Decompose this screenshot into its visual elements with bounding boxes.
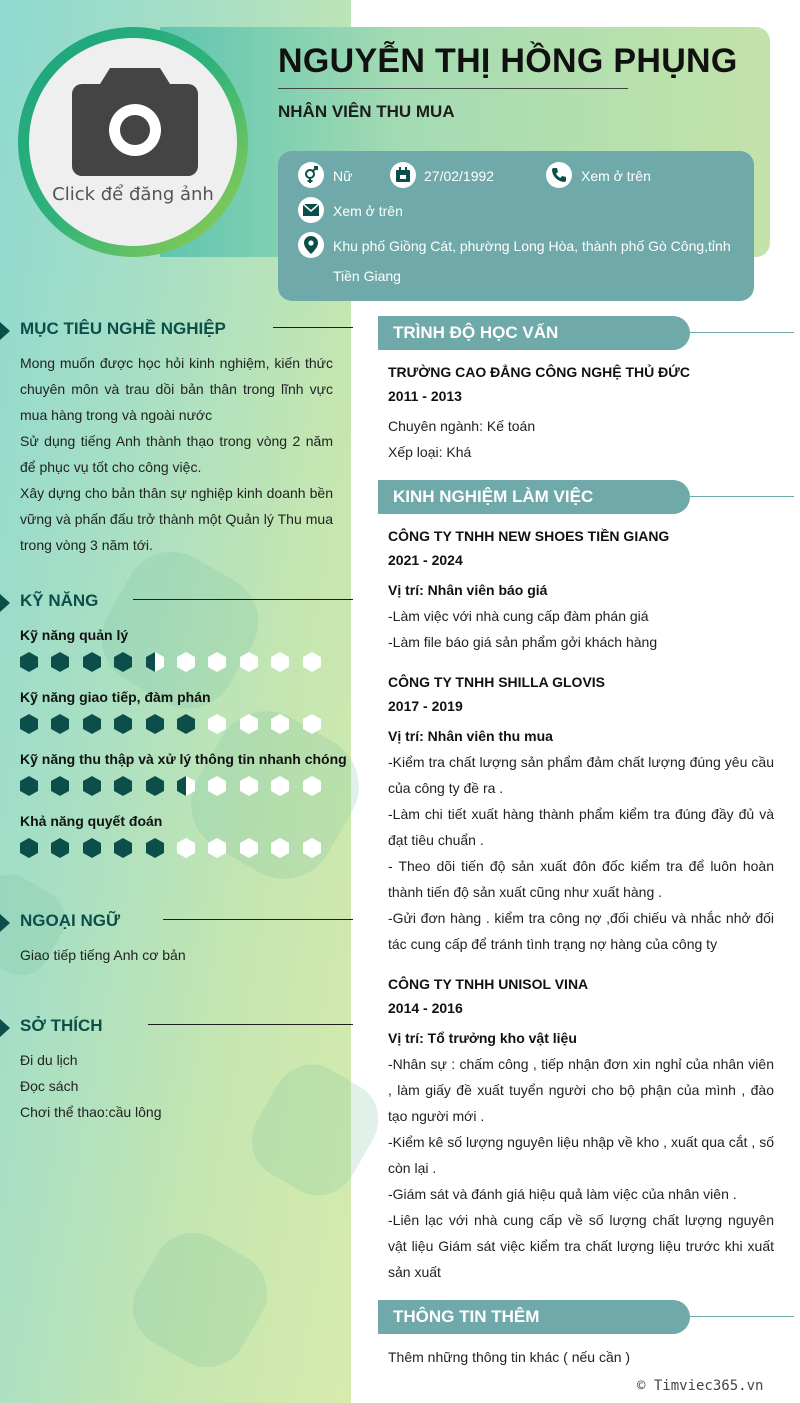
skill-rating-hexagon xyxy=(177,776,195,796)
skill-rating-hexagon xyxy=(114,714,132,734)
skill-rating-hexagon xyxy=(83,838,101,858)
skills-rule xyxy=(133,599,353,600)
hobby-item: Đọc sách xyxy=(20,1078,79,1094)
education-rule xyxy=(690,332,794,333)
birthday-value: 27/02/1992 xyxy=(424,168,495,184)
skill-rating-hexagon xyxy=(51,776,69,796)
education-heading: TRÌNH ĐỘ HỌC VẤN xyxy=(378,316,690,350)
address-line-1: Khu phố Giồng Cát, phường Long Hòa, thành phố Gò Công,tỉnh xyxy=(333,238,731,254)
skill-rating-hexagon xyxy=(20,776,38,796)
duty-item: -Kiểm kê số lượng nguyên liệu nhập về kho , xuất qua cắt , số còn lại . xyxy=(388,1134,774,1176)
skill-rating-hexagon xyxy=(177,838,195,858)
skill-name: Kỹ năng quản lý xyxy=(20,627,129,643)
camera-icon[interactable] xyxy=(72,68,198,176)
job-years: 2014 - 2016 xyxy=(388,1000,463,1016)
skill-rating-hexagon xyxy=(83,652,101,672)
skill-rating-hexagon xyxy=(114,776,132,796)
skill-rating-hexagon xyxy=(146,838,164,858)
skill-rating-hexagon xyxy=(146,714,164,734)
job-duties xyxy=(388,603,774,655)
location-icon xyxy=(298,232,324,258)
education-rank: Xếp loại: Khá xyxy=(388,444,472,460)
skill-rating-hexagon xyxy=(303,652,321,672)
job-duties xyxy=(388,1051,774,1285)
name-divider xyxy=(278,88,628,89)
decorative-hexagon xyxy=(118,1218,282,1382)
skill-rating xyxy=(20,776,330,796)
education-major: Chuyên ngành: Kế toán xyxy=(388,418,536,434)
phone-value: Xem ở trên xyxy=(581,168,651,184)
experience-rule xyxy=(690,496,794,497)
hobbies-list xyxy=(20,1047,333,1125)
gender-icon xyxy=(298,162,324,188)
duty-item: -Liên lạc với nhà cung cấp về số lượng chất lượng nguyên vật liệu Giám sát việc kiểm tra chất lượng liệu trước khi xuất sản xuất xyxy=(388,1212,774,1280)
objective-line: Xây dựng cho bản thân sự nghiệp kinh doanh bền vững và phấn đấu trở thành một Quản lý Thu mua trong vòng 3 năm tới. xyxy=(20,485,333,553)
company-name: CÔNG TY TNHH UNISOL VINA xyxy=(388,976,589,992)
skill-rating-hexagon xyxy=(271,838,289,858)
duty-item: -Gửi đơn hàng . kiểm tra công nợ ,đối chiếu và nhắc nhở đối tác cung cấp để tránh tình trạng nợ hàng của công ty xyxy=(388,910,774,952)
skill-rating xyxy=(20,714,330,734)
gender-value: Nữ xyxy=(333,168,353,184)
footer-credit: © Timviec365.vn xyxy=(637,1378,764,1394)
extra-rule xyxy=(690,1316,794,1317)
skill-rating xyxy=(20,652,330,672)
skill-rating-hexagon xyxy=(271,652,289,672)
candidate-name: NGUYỄN THỊ HỒNG PHỤNG xyxy=(278,42,738,80)
calendar-icon xyxy=(390,162,416,188)
education-years: 2011 - 2013 xyxy=(388,388,462,404)
skill-rating-hexagon xyxy=(271,776,289,796)
skill-name: Khả năng quyết đoán xyxy=(20,813,163,829)
objective-line: Mong muốn được học hỏi kinh nghiệm, kiến thức chuyên môn và trau dồi bản thân trong lĩnh vực mua hàng trong và ngoài nước xyxy=(20,355,333,423)
job-years: 2017 - 2019 xyxy=(388,698,463,714)
job-duties xyxy=(388,749,774,957)
job-years: 2021 - 2024 xyxy=(388,552,463,568)
job-position: Vị trí: Nhân viên báo giá xyxy=(388,582,548,598)
skill-rating-hexagon xyxy=(20,714,38,734)
skill-rating-hexagon xyxy=(51,714,69,734)
duty-item: -Nhân sự : chấm công , tiếp nhận đơn xin nghỉ của nhân viên , làm giấy đề xuất tuyển người cho bộ phận của mình , đào tạo người mới . xyxy=(388,1056,774,1124)
skill-name: Kỹ năng thu thập và xử lý thông tin nhanh chóng xyxy=(20,751,347,767)
skill-rating xyxy=(20,838,330,858)
skill-rating-hexagon xyxy=(51,838,69,858)
email-value: Xem ở trên xyxy=(333,203,403,219)
skill-rating-hexagon xyxy=(240,838,258,858)
experience-heading: KINH NGHIỆM LÀM VIỆC xyxy=(378,480,690,514)
duty-item: -Làm việc với nhà cung cấp đàm phán giá xyxy=(388,608,649,624)
skill-name: Kỹ năng giao tiếp, đàm phán xyxy=(20,689,211,705)
skill-rating-hexagon xyxy=(114,838,132,858)
duty-item: - Theo dõi tiến độ sản xuất đôn đốc kiểm tra để luôn hoàn thành tiến độ sản xuất cũng như xuất hàng . xyxy=(388,858,774,900)
skill-rating-hexagon xyxy=(146,776,164,796)
duty-item: -Làm chi tiết xuất hàng thành phẩm kiểm tra đúng đầy đủ và đạt tiêu chuẩn . xyxy=(388,806,774,848)
hobbies-rule xyxy=(148,1024,353,1025)
mail-icon xyxy=(298,197,324,223)
skill-rating-hexagon xyxy=(20,838,38,858)
phone-icon xyxy=(546,162,572,188)
objective-rule xyxy=(273,327,353,328)
company-name: CÔNG TY TNHH SHILLA GLOVIS xyxy=(388,674,606,690)
skill-rating-hexagon xyxy=(114,652,132,672)
skill-rating-hexagon xyxy=(240,652,258,672)
avatar-upload-label[interactable]: Click để đăng ảnh xyxy=(52,184,214,205)
job-position: Vị trí: Nhân viên thu mua xyxy=(388,728,553,744)
extra-text: Thêm những thông tin khác ( nếu cần ) xyxy=(388,1349,631,1365)
skill-rating-hexagon xyxy=(303,714,321,734)
duty-item: -Làm file báo giá sản phẩm gởi khách hàng xyxy=(388,634,658,650)
duty-item: -Kiểm tra chất lượng sản phẩm đảm chất lượng đúng yêu cầu của công ty đề ra . xyxy=(388,754,774,796)
skill-rating-hexagon xyxy=(208,714,226,734)
skill-rating-hexagon xyxy=(208,838,226,858)
skill-rating-hexagon xyxy=(146,652,164,672)
school-name: TRƯỜNG CAO ĐẲNG CÔNG NGHỆ THỦ ĐỨC xyxy=(388,364,690,380)
company-name: CÔNG TY TNHH NEW SHOES TIỀN GIANG xyxy=(388,528,670,544)
languages-text: Giao tiếp tiếng Anh cơ bản xyxy=(20,947,186,963)
skill-rating-hexagon xyxy=(177,714,195,734)
skill-rating-hexagon xyxy=(271,714,289,734)
skill-rating-hexagon xyxy=(240,776,258,796)
skill-rating-hexagon xyxy=(208,776,226,796)
skill-rating-hexagon xyxy=(303,838,321,858)
skill-rating-hexagon xyxy=(208,652,226,672)
skill-rating-hexagon xyxy=(303,776,321,796)
hobby-item: Đi du lịch xyxy=(20,1052,78,1068)
objective-text xyxy=(20,350,333,558)
languages-rule xyxy=(163,919,353,920)
job-title: NHÂN VIÊN THU MUA xyxy=(278,102,455,121)
skill-rating-hexagon xyxy=(240,714,258,734)
job-position: Vị trí: Tổ trưởng kho vật liệu xyxy=(388,1030,577,1046)
objective-line: Sử dụng tiếng Anh thành thạo trong vòng 2 năm để phục vụ tốt cho công việc. xyxy=(20,433,333,475)
skill-rating-hexagon xyxy=(83,714,101,734)
skill-rating-hexagon xyxy=(83,776,101,796)
skill-rating-hexagon xyxy=(20,652,38,672)
hobby-item: Chơi thể thao:cầu lông xyxy=(20,1104,162,1120)
address-line-2: Tiền Giang xyxy=(333,268,401,284)
extra-heading: THÔNG TIN THÊM xyxy=(378,1300,690,1334)
skill-rating-hexagon xyxy=(51,652,69,672)
duty-item: -Giám sát và đánh giá hiệu quả làm việc của nhân viên . xyxy=(388,1186,737,1202)
skill-rating-hexagon xyxy=(177,652,195,672)
